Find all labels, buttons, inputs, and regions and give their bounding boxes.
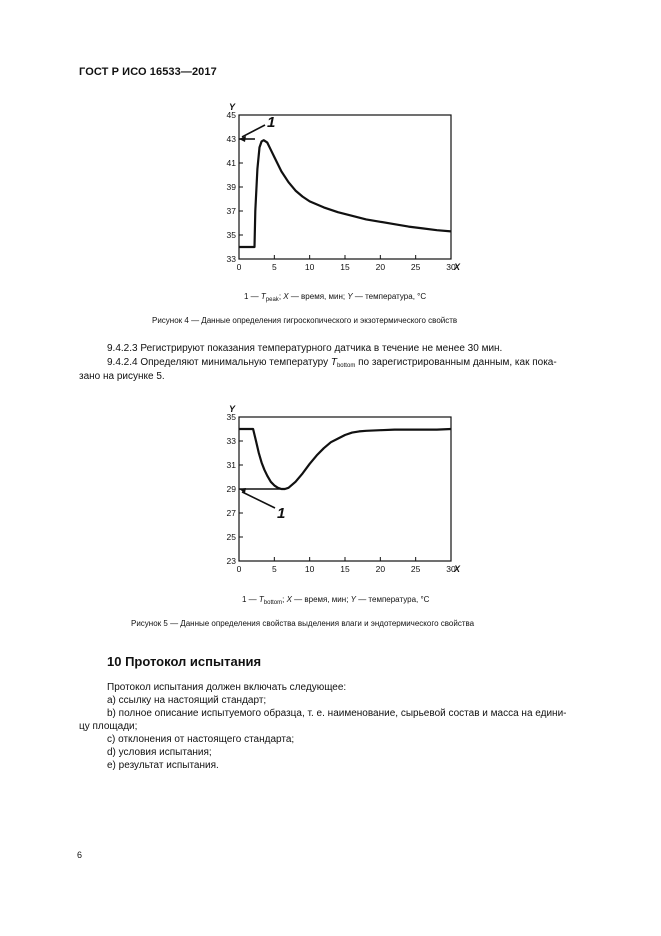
- y-tick-label: 37: [226, 206, 236, 216]
- list-item-b-continuation: цу площади;: [79, 721, 138, 732]
- page-number: 6: [77, 850, 83, 860]
- annotation-label: 1: [277, 505, 286, 522]
- list-item-c: c) отклонения от настоящего стандарта;: [107, 734, 295, 745]
- list-item-a: a) ссылку на настоящий стандарт;: [107, 695, 267, 706]
- y-tick-label: 43: [226, 134, 236, 144]
- x-tick-label: 30: [446, 262, 456, 272]
- y-tick-label: 23: [226, 556, 236, 566]
- paragraph-9-4-2-4: 9.4.2.4 Определяют минимальную температуру $T_{bottom}$ по зарегистрированным данным, как пока-: [107, 357, 557, 369]
- annotation-leader: [242, 492, 275, 508]
- annotation-label: 1: [267, 114, 276, 131]
- y-tick-label: 29: [226, 484, 236, 494]
- x-tick-label: 15: [340, 262, 350, 272]
- y-tick-label: 25: [226, 532, 236, 542]
- section-10-intro: Протокол испытания должен включать следующее:: [107, 682, 347, 693]
- plot-frame: [239, 115, 451, 259]
- figure-4-caption: Рисунок 4 — Данные определения гигроскопического и экзотермического свойств: [152, 316, 458, 325]
- x-tick-label: 25: [410, 564, 421, 574]
- x-tick-label: 0: [236, 564, 242, 574]
- x-tick-label: 10: [304, 262, 315, 272]
- y-tick-label: 33: [226, 436, 236, 446]
- figure-5-chart: [215, 397, 475, 582]
- y-tick-label: 31: [226, 460, 236, 470]
- figure-5-legend: 1 — $T_{bottom}$; X — время, мин; Y — температура, °C: [242, 595, 430, 606]
- y-tick-label: 33: [226, 254, 236, 264]
- x-tick-label: 20: [375, 564, 386, 574]
- x-tick-label: 0: [236, 262, 242, 272]
- y-tick-label: 35: [226, 230, 236, 240]
- y-axis-label: Y: [229, 404, 236, 414]
- list-item-d: d) условия испытания;: [107, 747, 212, 758]
- y-axis-label: Y: [229, 102, 236, 112]
- x-tick-label: 30: [446, 564, 456, 574]
- y-tick-label: 27: [226, 508, 236, 518]
- list-item-b: b) полное описание испытуемого образца, т. е. наименование, сырьевой состав и масса на едини-: [107, 708, 567, 719]
- x-axis-label: X: [454, 262, 461, 272]
- x-tick-label: 25: [410, 262, 421, 272]
- x-axis-label: X: [454, 564, 461, 574]
- list-item-e: e) результат испытания.: [107, 760, 219, 771]
- section-10-heading: 10 Протокол испытания: [107, 654, 262, 669]
- x-tick-label: 5: [271, 564, 277, 574]
- paragraph-9-4-2-3: 9.4.2.3 Регистрируют показания температурного датчика в течение не менее 30 мин.: [107, 343, 503, 354]
- document-header: ГОСТ Р ИСО 16533—2017: [79, 66, 217, 78]
- x-tick-label: 20: [375, 262, 386, 272]
- annotation-1: [239, 114, 275, 142]
- y-tick-label: 39: [226, 182, 236, 192]
- x-tick-label: 5: [271, 262, 277, 272]
- x-tick-label: 10: [304, 564, 315, 574]
- annotation-1: [239, 488, 285, 522]
- series-line: [239, 429, 451, 489]
- y-tick-label: 45: [226, 110, 236, 120]
- figure-5-caption: Рисунок 5 — Данные определения свойства выделения влаги и эндотермического свойства: [131, 619, 475, 628]
- y-tick-label: 35: [226, 412, 236, 422]
- figure-4-legend: 1 — $T_{peak}$; X — время, мин; Y — температура, °C: [244, 292, 427, 303]
- annotation-leader: [242, 125, 265, 137]
- x-tick-label: 15: [340, 564, 350, 574]
- series-line: [239, 140, 451, 247]
- y-tick-label: 41: [226, 158, 236, 168]
- figure-4-chart: [215, 95, 475, 280]
- paragraph-continuation: зано на рисунке 5.: [79, 371, 165, 382]
